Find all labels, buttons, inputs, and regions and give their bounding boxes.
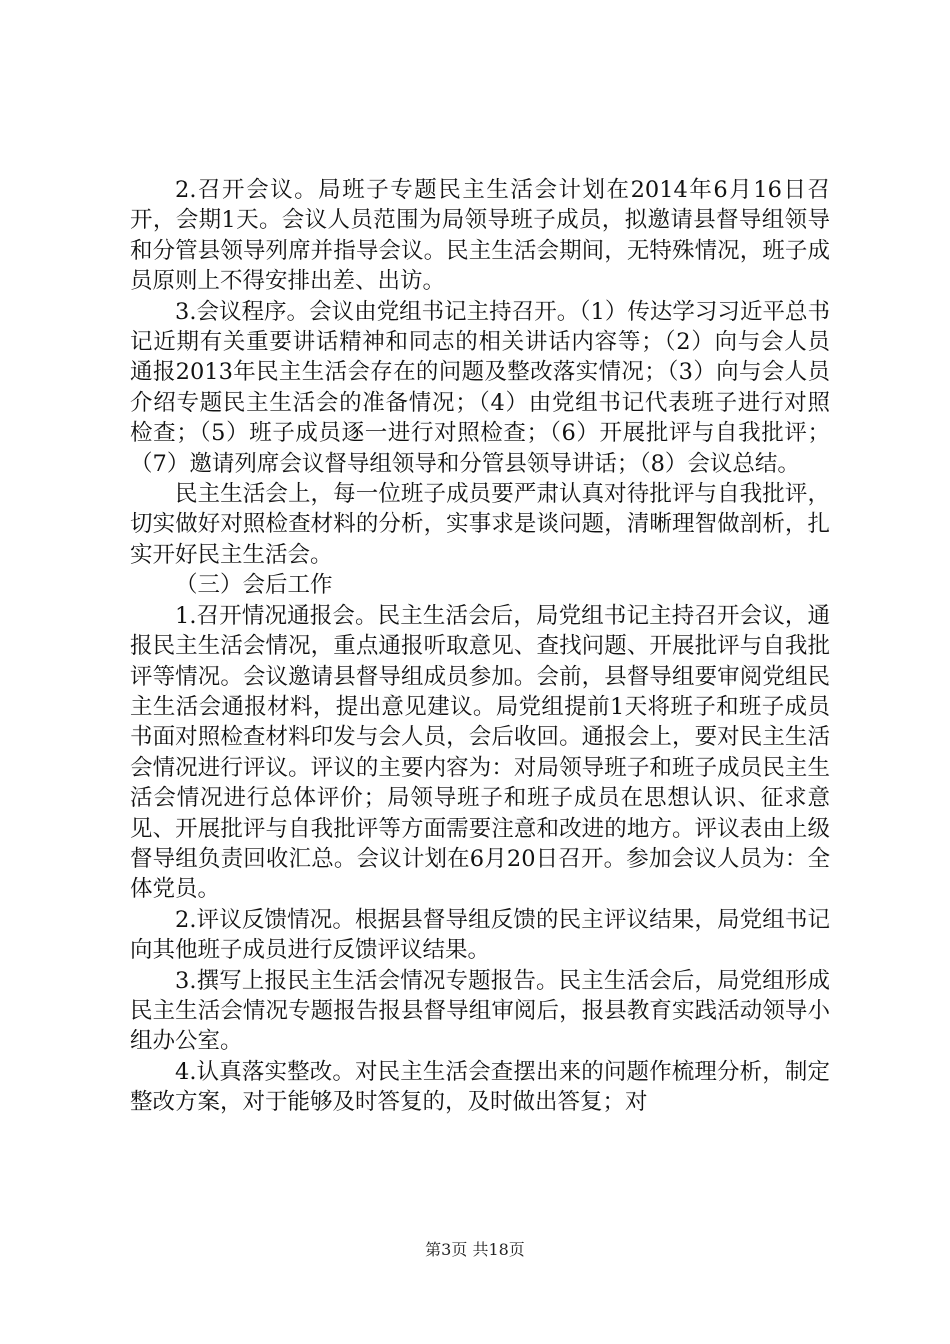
paragraph-criticism: 民主生活会上，每一位班子成员要严肃认真对待批评与自我批评，切实做好对照检查材料的分析，实事求是谈问题，清晰理智做剖析，扎实开好民主生活会。 (130, 481, 830, 568)
paragraph-rectification: 4.认真落实整改。对民主生活会查摆出来的问题作梳理分析，制定整改方案，对于能够及时答复的，及时做出答复；对 (130, 1058, 830, 1116)
paragraph-feedback: 2.评议反馈情况。根据县督导组反馈的民主评议结果，局党组书记向其他班子成员进行反馈评议结果。 (130, 906, 830, 964)
paragraph-briefing-meeting: 1.召开情况通报会。民主生活会后，局党组书记主持召开会议，通报民主生活会情况，重点通报听取意见、查找问题、开展批评与自我批评等情况。会议邀请县督导组成员参加。会前，县督导组要审阅党组民主生活会通报材料，提出意见建议。局党组提前1天将班子和班子成员书面对照检查材料印发与会人员，会后收回。通报会上，要对民主生活会情况进行评议。评议的主要内容为：对局领导班子和班子成员民主生活会情况进行总体评价；局领导班子和班子成员在思想认识、征求意见、开展批评与自我批评等方面需要注意和改进的地方。评议表由上级督导组负责回收汇总。会议计划在6月20日召开。参加会议人员为：全体党员。 (130, 602, 830, 903)
paragraph-report: 3.撰写上报民主生活会情况专题报告。民主生活会后，局党组形成民主生活会情况专题报告报县督导组审阅后，报县教育实践活动领导小组办公室。 (130, 967, 830, 1055)
body-text (130, 175, 830, 1118)
page-number-footer: 第3页 共18页 (425, 1240, 525, 1259)
paragraph-meeting-procedure: 3.会议程序。会议由党组书记主持召开。（1）传达学习习近平总书记近期有关重要讲话精神和同志的相关讲话内容等；（2）向与会人员通报2013年民主生活会存在的问题及整改落实情况；（3）向与会人员介绍专题民主生活会的准备情况；（4）由党组书记代表班子进行对照检查；（5）班子成员逐一进行对照检查；（6）开展批评与自我批评；（7）邀请列席会议督导组领导和分管县领导讲话；（8）会议总结。 (130, 298, 830, 477)
paragraph-meeting-convene: 2.召开会议。局班子专题民主生活会计划在2014年6月16日召开，会期1天。会议人员范围为局领导班子成员，拟邀请县督导组领导和分管县领导列席并指导会议。民主生活会期间，无特殊情况，班子成员原则上不得安排出差、出访。 (130, 177, 830, 295)
section-heading-post-meeting: （三）会后工作 (175, 572, 333, 599)
